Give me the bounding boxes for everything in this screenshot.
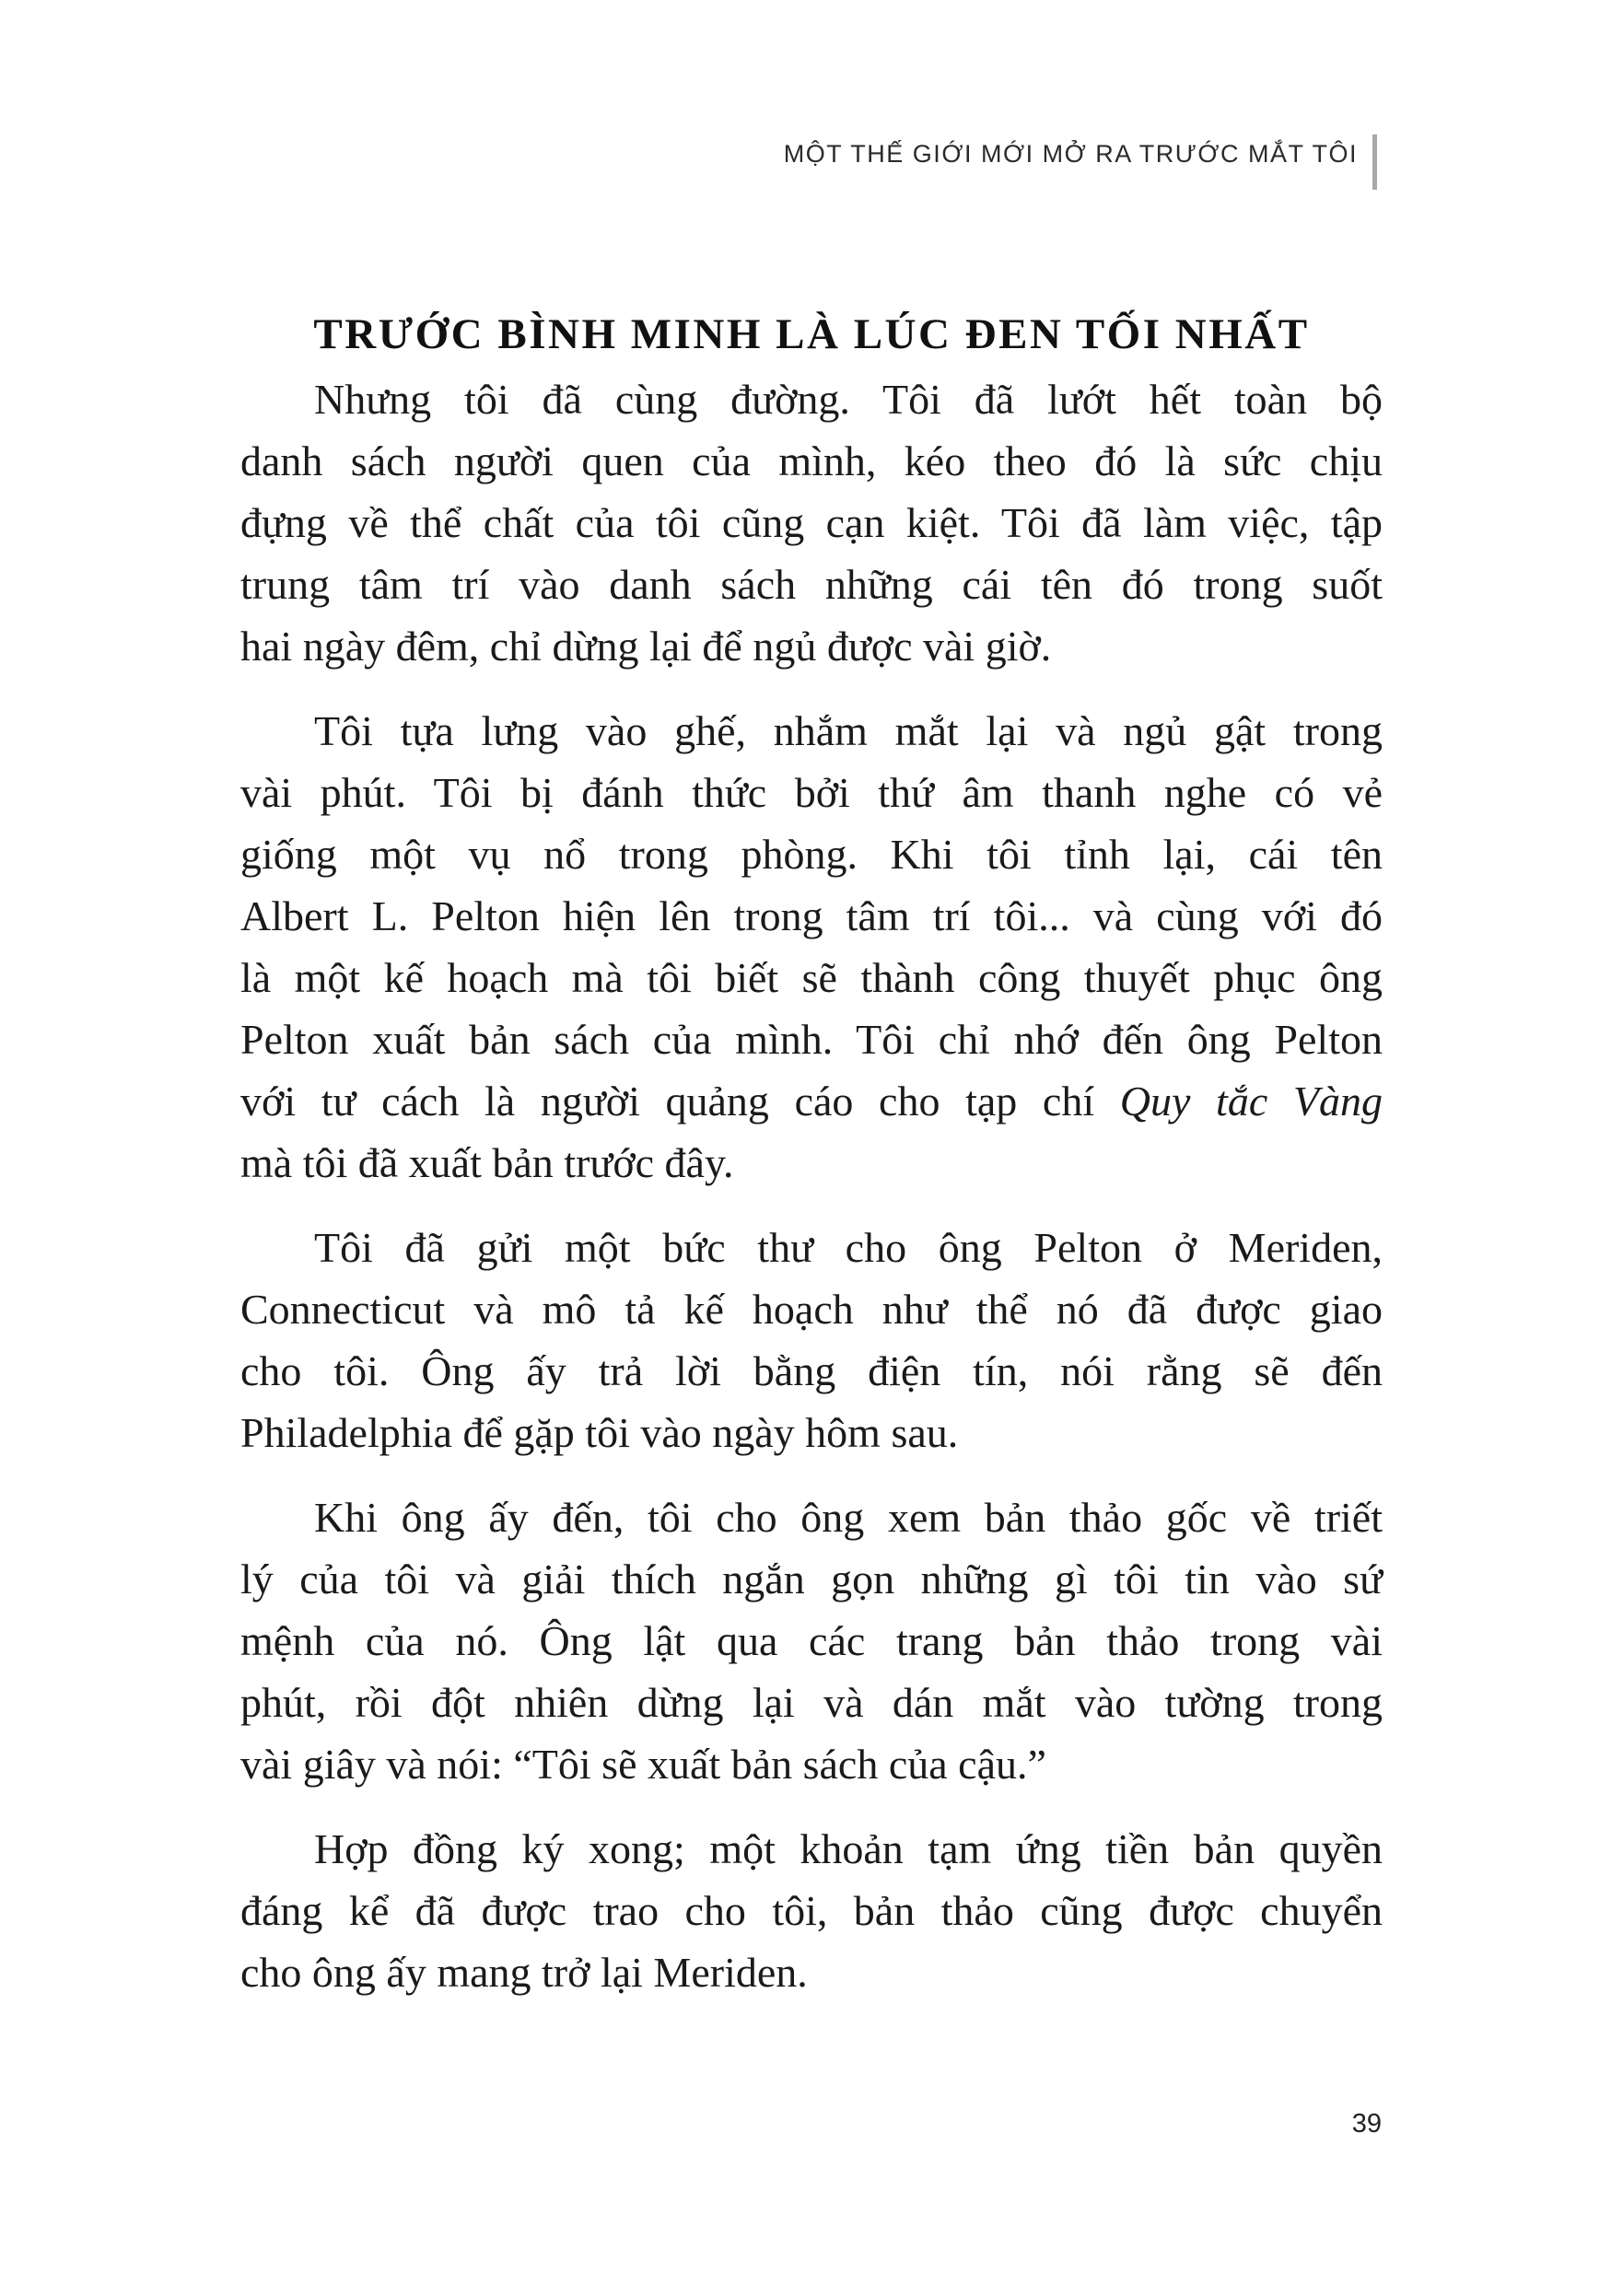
text-line: Tôi tựa lưng vào ghế, nhắm mắt lại và ngủ gật trong (314, 707, 1383, 754)
text-line: trung tâm trí vào danh sách những cái tên đó trong suốt (240, 561, 1383, 608)
text-line: cho ông ấy mang trở lại Meriden. (240, 1949, 808, 1996)
text-line: Hợp đồng ký xong; một khoản tạm ứng tiền bản quyền (314, 1825, 1383, 1872)
text-line: danh sách người quen của mình, kéo theo đó là sức chịu (240, 437, 1383, 484)
running-head-divider (1372, 134, 1377, 190)
text-line: Nhưng tôi đã cùng đường. Tôi đã lướt hết toàn bộ (314, 376, 1383, 423)
text-line: Tôi đã gửi một bức thư cho ông Pelton ở Meriden, (314, 1224, 1383, 1271)
text-line: Philadelphia để gặp tôi vào ngày hôm sau. (240, 1409, 959, 1456)
text-line: lý của tôi và giải thích ngắn gọn những gì tôi tin vào sứ (240, 1556, 1383, 1603)
text-line: giống một vụ nổ trong phòng. Khi tôi tỉnh lại, cái tên (240, 831, 1383, 878)
text-line (240, 1070, 1383, 1132)
text-line: là một kế hoạch mà tôi biết sẽ thành công thuyết phục ông (240, 954, 1383, 1001)
paragraph (240, 1217, 1383, 1463)
paragraph (240, 1486, 1383, 1795)
body-text (240, 368, 1383, 2026)
page-number: 39 (1351, 2109, 1382, 2139)
running-head: MỘT THẾ GIỚI MỚI MỞ RA TRƯỚC MẮT TÔI (783, 140, 1358, 168)
text-line: cho tôi. Ông ấy trả lời bằng điện tín, nói rằng sẽ đến (240, 1347, 1383, 1394)
text-line: Connecticut và mô tả kế hoạch như thể nó đã được giao (240, 1286, 1383, 1333)
text-line: hai ngày đêm, chỉ dừng lại để ngủ được vài giờ. (240, 623, 1052, 670)
paragraph (240, 368, 1383, 677)
text-line: phút, rồi đột nhiên dừng lại và dán mắt vào tường trong (240, 1679, 1383, 1726)
paragraph (240, 1818, 1383, 2003)
text-line: mà tôi đã xuất bản trước đây. (240, 1139, 734, 1186)
text-line: Albert L. Pelton hiện lên trong tâm trí tôi... và cùng với đó (240, 892, 1383, 939)
text-line: đáng kể đã được trao cho tôi, bản thảo cũng được chuyển (240, 1887, 1383, 1934)
italic-title: Quy tắc Vàng (1119, 1078, 1383, 1125)
section-title: TRƯỚC BÌNH MINH LÀ LÚC ĐEN TỐI NHẤT (313, 310, 1310, 359)
text-line: Pelton xuất bản sách của mình. Tôi chỉ nhớ đến ông Pelton (240, 1016, 1383, 1063)
paragraph (240, 700, 1383, 1194)
text-line: mệnh của nó. Ông lật qua các trang bản thảo trong vài (240, 1617, 1383, 1664)
text-segment: với tư cách là người quảng cáo cho tạp chí (240, 1078, 1120, 1125)
text-line: vài phút. Tôi bị đánh thức bởi thứ âm thanh nghe có vẻ (240, 769, 1383, 816)
text-line: đựng về thể chất của tôi cũng cạn kiệt. Tôi đã làm việc, tập (240, 499, 1383, 546)
text-line: Khi ông ấy đến, tôi cho ông xem bản thảo gốc về triết (314, 1494, 1383, 1541)
text-line: vài giây và nói: “Tôi sẽ xuất bản sách của cậu.” (240, 1741, 1046, 1788)
